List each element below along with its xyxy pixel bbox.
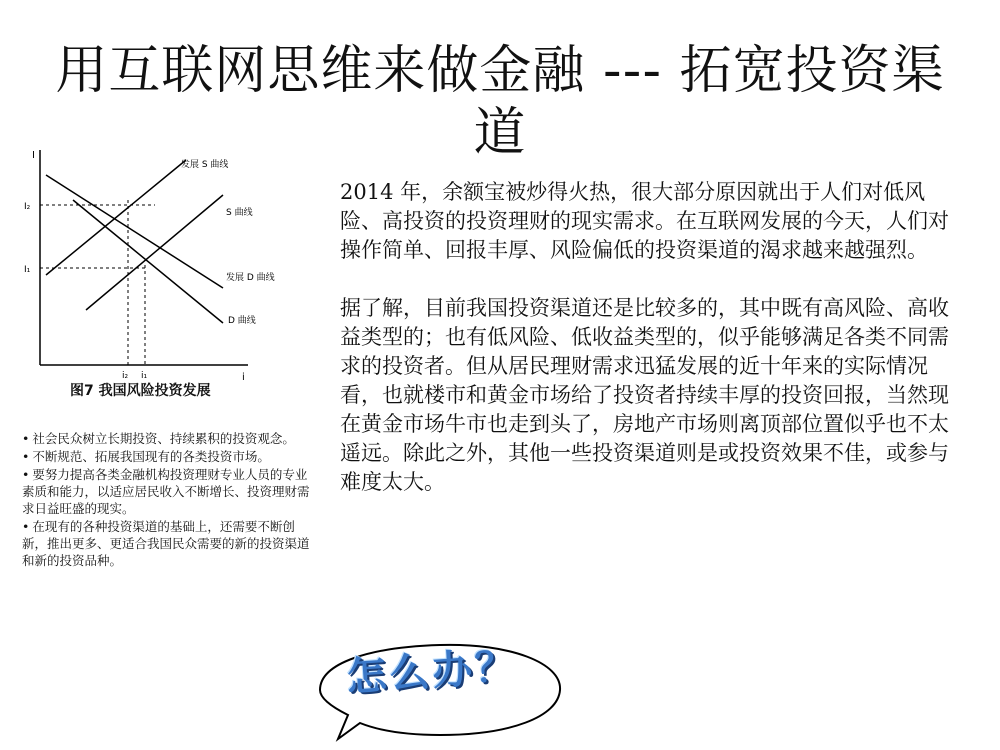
bubble-label: 怎么办？	[344, 643, 520, 701]
s-dev-curve	[46, 160, 186, 275]
s-curve	[86, 195, 223, 310]
x-axis-label: i	[242, 372, 245, 383]
y-axis-label: I	[32, 150, 35, 161]
main-text	[340, 178, 955, 497]
page-title: 用互联网思维来做金融 --- 拓宽投资渠道	[55, 41, 945, 163]
i2-x-label: i₂	[122, 371, 129, 381]
d-label: D 曲线	[228, 316, 256, 326]
figure-caption: 图7 我国风险投资发展	[70, 383, 211, 399]
s-label: S 曲线	[226, 208, 253, 218]
list-item: • 在现有的各种投资渠道的基础上，还需要不断创新，推出更多、更适合我国民众需要的新的投资渠道和新的投资品种。	[22, 519, 310, 568]
list-item: • 社会民众树立长期投资、持续累积的投资观念。	[22, 431, 295, 446]
bullet-list	[22, 430, 312, 570]
supply-demand-figure	[18, 140, 293, 410]
i2-y-label: I₂	[24, 202, 31, 212]
list-item: • 要努力提高各类金融机构投资理财专业人员的专业素质和能力，以适应居民收入不断增长、投资理财需求日益旺盛的现实。	[22, 467, 310, 516]
d-dev-curve	[46, 175, 223, 288]
i1-x-label: i₁	[141, 371, 148, 381]
paragraph: 2014 年，余额宝被炒得火热，很大部分原因就出于人们对低风险、高投资的投资理财的现实需求。在互联网发展的今天，人们对操作简单、回报丰厚、风险偏低的投资渠道的渴求越来越强烈。	[340, 180, 949, 262]
i1-y-label: I₁	[24, 265, 31, 275]
d-curve	[73, 200, 223, 323]
paragraph: 据了解，目前我国投资渠道还是比较多的，其中既有高风险、高收益类型的；也有低风险、低收益类型的，似乎能够满足各类不同需求的投资者。但从居民理财需求迅猛发展的近十年来的实际情况看，也就楼市和黄金市场给了投资者持续丰厚的投资回报，当然现在黄金市场牛市也走到头了，房地产市场则离顶部位置似乎也不太遥远。除此之外，其他一些投资渠道则是或投资效果不佳，或参与难度太大。	[340, 296, 949, 494]
list-item: • 不断规范、拓展我国现有的各类投资市场。	[22, 449, 270, 464]
s-dev-label: 发展 S 曲线	[181, 160, 229, 170]
d-dev-label: 发展 D 曲线	[226, 273, 275, 283]
